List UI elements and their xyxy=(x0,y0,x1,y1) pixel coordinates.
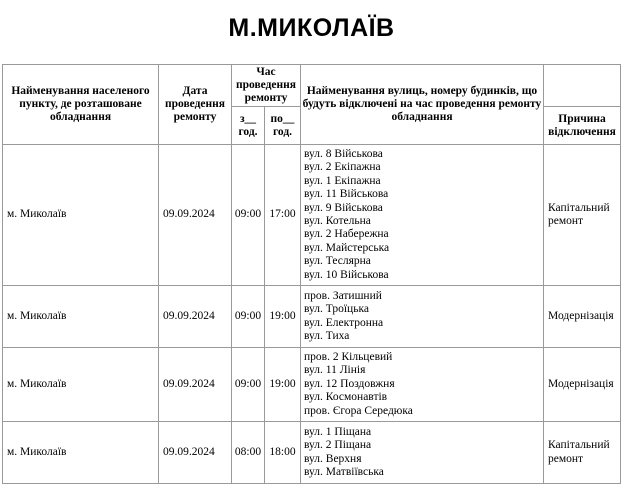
street-item: вул. Верхня xyxy=(304,452,362,465)
street-item: вул. 12 Поздовжня xyxy=(304,377,395,390)
street-item: вул. Теслярна xyxy=(304,255,371,268)
street-item: вул. Космонавтів xyxy=(304,391,388,404)
reason-cell: Модернізація xyxy=(544,348,621,422)
time-to-cell: 17:00 xyxy=(265,145,301,286)
street-item: вул. 8 Військова xyxy=(304,148,383,160)
street-item: пров. Єгора Середюка xyxy=(304,404,413,417)
date-cell: 09.09.2024 xyxy=(159,422,232,484)
outage-table xyxy=(2,64,621,484)
time-from-cell: 09:00 xyxy=(232,286,265,348)
street-item: вул. Майстерська xyxy=(304,241,390,254)
header-time: Час проведення ремонту xyxy=(232,65,301,107)
header-to: по__ год. xyxy=(265,107,301,145)
reason-cell: Капітальний ремонт xyxy=(544,145,621,286)
street-item: вул. Троїцька xyxy=(304,303,369,316)
street-item: вул. Матвіївська xyxy=(304,466,384,478)
street-item: вул. 2 Екіпажна xyxy=(304,161,381,174)
header-streets: Найменування вулиць, номеру будинків, що будуть відключені на час проведення ремонту обладнання xyxy=(301,65,544,145)
streets-cell xyxy=(301,286,544,348)
place-cell: м. Миколаїв xyxy=(3,286,159,348)
header-date: Дата проведення ремонту xyxy=(159,65,232,145)
street-item: вул. Електронна xyxy=(304,316,384,329)
place-cell: м. Миколаїв xyxy=(3,422,159,484)
street-item: вул. 1 Екіпажна xyxy=(304,174,381,187)
street-item: пров. 2 Кільцевий xyxy=(304,351,393,364)
time-to-cell: 19:00 xyxy=(265,348,301,422)
table-row xyxy=(3,145,621,286)
street-item: вул. Тиха xyxy=(304,329,350,342)
header-reason: Причина відключення xyxy=(544,107,621,145)
street-item: вул. 1 Піщана xyxy=(304,425,372,438)
header-place: Найменування населеного пункту, де розташоване обладнання xyxy=(3,65,159,145)
page-title: М.МИКОЛАЇВ xyxy=(228,14,395,42)
table-row xyxy=(3,286,621,348)
street-item: вул. 9 Військова xyxy=(304,201,383,214)
street-item: вул. 10 Військова xyxy=(304,268,389,281)
date-cell: 09.09.2024 xyxy=(159,286,232,348)
street-item: вул. 11 Лінія xyxy=(304,364,366,377)
table-row xyxy=(3,348,621,422)
header-blank xyxy=(544,65,621,107)
street-item: пров. Затишний xyxy=(304,289,382,302)
streets-cell xyxy=(301,422,544,484)
time-from-cell: 09:00 xyxy=(232,145,265,286)
date-cell: 09.09.2024 xyxy=(159,348,232,422)
time-to-cell: 19:00 xyxy=(265,286,301,348)
time-from-cell: 09:00 xyxy=(232,348,265,422)
time-from-cell: 08:00 xyxy=(232,422,265,484)
place-cell: м. Миколаїв xyxy=(3,348,159,422)
streets-cell xyxy=(301,348,544,422)
street-item: вул. 2 Піщана xyxy=(304,439,372,452)
street-item: вул. 2 Набережна xyxy=(304,228,389,241)
street-item: вул. 11 Військова xyxy=(304,188,389,201)
table-row xyxy=(3,422,621,484)
date-cell: 09.09.2024 xyxy=(159,145,232,286)
time-to-cell: 18:00 xyxy=(265,422,301,484)
place-cell: м. Миколаїв xyxy=(3,145,159,286)
reason-cell: Капітальний ремонт xyxy=(544,422,621,484)
street-item: вул. Котельна xyxy=(304,215,371,228)
streets-cell xyxy=(301,145,544,286)
reason-cell: Модернізація xyxy=(544,286,621,348)
header-from: з__ год. xyxy=(232,107,265,145)
